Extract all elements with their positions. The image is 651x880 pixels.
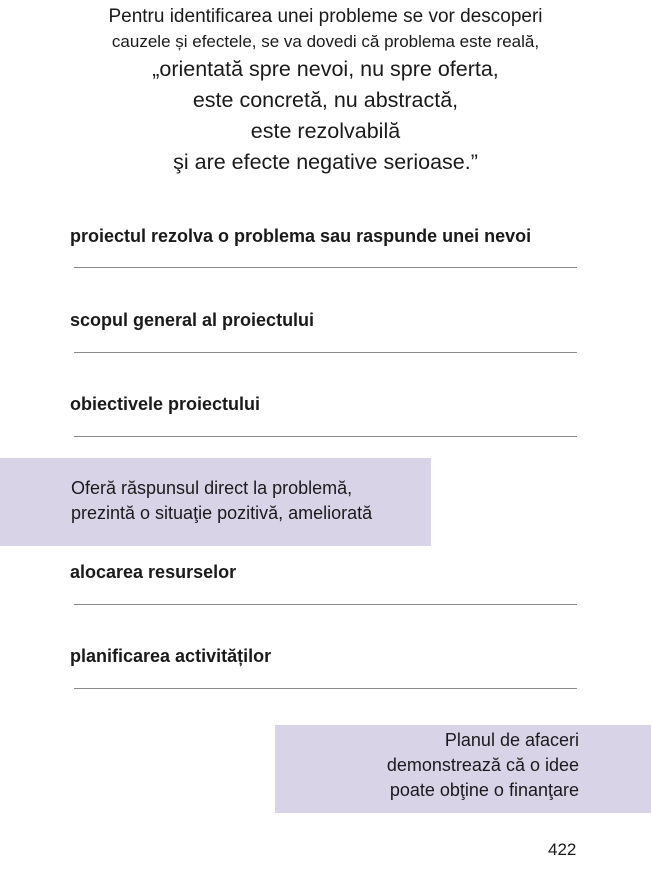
- business-plan-line-1: Planul de afaceri: [444, 730, 579, 750]
- quote-line-1: „orientată spre nevoi, nu spre oferta,: [152, 57, 499, 81]
- item-divider: [74, 604, 577, 605]
- item-problem-need: [70, 224, 580, 248]
- quote-line-4: şi are efecte negative serioase.”: [173, 150, 478, 174]
- item-divider: [74, 688, 577, 689]
- item-activity-planning: [70, 644, 580, 668]
- item-divider: [74, 436, 577, 437]
- intro-line-2: cauzele și efectele, se va dovedi că problema este reală,: [111, 32, 540, 51]
- item-label: obiectivele proiectului: [70, 394, 261, 414]
- item-label: planificarea activităților: [70, 646, 272, 666]
- item-label: proiectul rezolva o problema sau raspunde unei nevoi: [70, 226, 532, 246]
- business-plan-line-2: demonstrează că o idee: [386, 755, 579, 775]
- intro-paragraph: [0, 4, 651, 178]
- business-plan-note-box: [275, 725, 651, 813]
- item-label: scopul general al proiectului: [70, 310, 315, 330]
- objectives-note-box: [0, 458, 431, 546]
- page-number: 422: [548, 840, 577, 859]
- intro-line-1: Pentru identificarea unei probleme se vor descoperi: [108, 6, 543, 27]
- item-divider: [74, 352, 577, 353]
- quote-line-3: este rezolvabilă: [250, 119, 401, 143]
- item-resource-allocation: [70, 560, 580, 584]
- item-label: alocarea resurselor: [70, 562, 237, 582]
- item-objectives: [70, 392, 580, 416]
- item-divider: [74, 267, 577, 268]
- business-plan-line-3: poate obţine o finanţare: [389, 780, 579, 800]
- quote-line-2: este concretă, nu abstractă,: [192, 88, 459, 112]
- objectives-note-line-2: prezintă o situaţie pozitivă, ameliorată: [71, 503, 373, 523]
- objectives-note-line-1: Oferă răspunsul direct la problemă,: [71, 478, 353, 498]
- item-general-scope: [70, 308, 580, 332]
